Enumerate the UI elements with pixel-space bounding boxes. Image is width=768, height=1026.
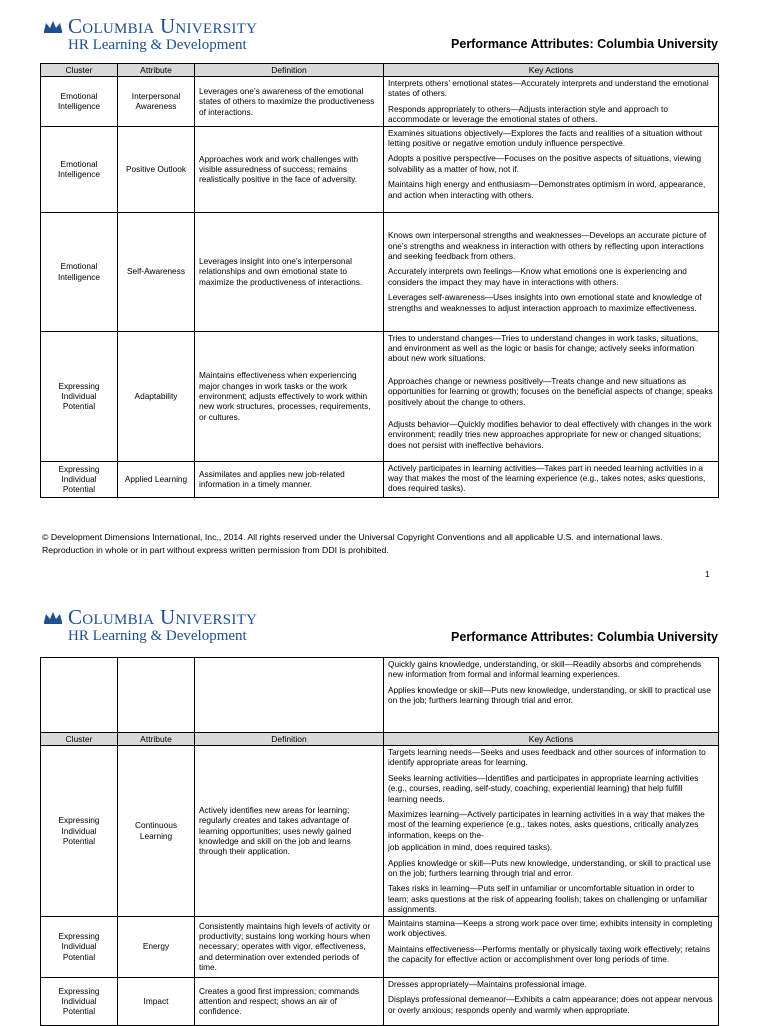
cluster-cell: Expressing Individual Potential — [41, 461, 118, 497]
columbia-logo — [43, 607, 257, 645]
table-row — [41, 746, 719, 917]
key-action: Examines situations objectively—Explores the facts and realities of a situation without letting positive or negative emotion unduly influence perspective. — [388, 127, 703, 149]
table-row — [41, 126, 719, 212]
key-action: Targets learning needs—Seeks and uses feedback and other sources of information to identify appropriate areas for learning. — [388, 747, 706, 768]
attribute-cell: Continuous Learning — [118, 746, 195, 917]
key-action: Applies knowledge or skill—Puts new knowledge, understanding, or skill to practical use on the job; furthers learning through trial and error. — [388, 857, 711, 879]
key-action: Dresses appropriately—Maintains professional image. — [388, 978, 587, 989]
key-action: Approaches change or newness positively—Treats change and new situations as opportunities for learning or growth; focuses on the beneficial aspects of change; speaks positively about the change to others. — [388, 375, 713, 407]
attribute-cell: Interpersonal Awareness — [118, 77, 195, 127]
key-action: Applies knowledge or skill—Puts new knowledge, understanding, or skill to practical use on the job; furthers learning through trial and error. — [388, 684, 711, 706]
cluster-cell: Expressing Individual Potential — [41, 746, 118, 917]
table-row — [41, 331, 719, 461]
key-action: Maximizes learning—Actively participates in learning activities in a way that makes the most of the learning experience (e.g., takes notes, asks questions, critically analyzes information, keeps on the- — [388, 809, 705, 840]
key-action: Accurately interprets own feelings—Know what emotions one is experiencing and considers the impact they may have in interactions with others. — [388, 266, 687, 287]
key-actions-cell — [384, 331, 719, 461]
header-attribute: Attribute — [118, 733, 195, 746]
key-action: Responds appropriately to others—Adjusts interaction style and approach to accommodate or leverage the emotional states of others. — [388, 103, 668, 125]
cluster-cell: Expressing Individual Potential — [41, 331, 118, 461]
definition-cell: Actively identifies new areas for learning; regularly creates and takes advantage of learning opportunities; uses newly gained knowledge and skill on the job and learns through their application. — [195, 746, 384, 917]
key-action: Knows own interpersonal strengths and weaknesses—Develops an accurate picture of one’s strengths and weakness in interaction with others by reflecting upon interactions and seeking feedback from others. — [388, 230, 707, 262]
key-actions-cell — [384, 746, 719, 917]
cluster-cell: Expressing Individual Potential — [41, 977, 118, 1025]
key-actions-cell — [384, 461, 719, 497]
key-actions-cell — [384, 126, 719, 212]
attribute-cell: Positive Outlook — [118, 126, 195, 212]
cluster-cell: Emotional Intelligence — [41, 212, 118, 331]
key-action: Takes risks in learning—Puts self in unfamiliar or uncomfortable situation in order to learn; asks questions at the risk of appearing foolish; takes on challenging or unfamiliar assignments. — [388, 883, 708, 915]
table-row — [41, 916, 719, 977]
crown-icon — [43, 19, 63, 33]
attribute-cell: Energy — [118, 916, 195, 977]
key-action: job application in mind, does required tasks). — [388, 842, 553, 853]
page-title: Performance Attributes: Columbia University — [451, 37, 718, 51]
attribute-cell: Self-Awareness — [118, 212, 195, 331]
header-key-actions: Key Actions — [384, 64, 719, 77]
key-actions-cell — [384, 916, 719, 977]
definition-cell: Consistently maintains high levels of activity or productivity; sustains long working hours when necessary; operates with vigor, effectiveness, and determination over extended periods of time. — [195, 916, 384, 977]
key-actions-cell — [384, 77, 719, 127]
header-cluster: Cluster — [41, 64, 118, 77]
department-name: HR Learning & Development — [68, 37, 247, 53]
key-action: Displays professional demeanor—Exhibits a calm appearance; does not appear nervous or overly anxious; responds openly and warmly when appropriate. — [388, 994, 713, 1015]
attribute-cell: Applied Learning — [118, 461, 195, 497]
key-actions-cell — [384, 977, 719, 1025]
header-cluster: Cluster — [41, 733, 118, 746]
attribute-cell: Adaptability — [118, 331, 195, 461]
header-definition: Definition — [195, 733, 384, 746]
definition-cell: Maintains effectiveness when experiencing major changes in work tasks or the work environment; adjusts effectively to work within new work structures, processes, requirements, or cultures. — [195, 331, 384, 461]
key-actions-cell — [384, 212, 719, 331]
key-action: Seeks learning activities—Identifies and participates in appropriate learning activities (e.g., courses, reading, self-study, coaching, experiential learning) that help fulfill learning needs. — [388, 772, 699, 804]
cluster-cell: Emotional Intelligence — [41, 126, 118, 212]
definition-cell: Leverages insight into one’s interpersonal relationships and own emotional state to maximize the productiveness of interactions. — [195, 212, 384, 331]
header-row — [41, 733, 719, 746]
definition-cell: Creates a good first impression; commands attention and respect; shows an air of confidence. — [195, 977, 384, 1025]
table-row — [41, 461, 719, 497]
table-row — [41, 212, 719, 331]
key-action: Maintains stamina—Keeps a strong work pace over time; exhibits intensity in completing work objectives. — [388, 917, 713, 939]
copyright-notice: © Development Dimensions International, Inc., 2014. All rights reserved under the Universal Copyright Conventions and all applicable U.S. and international laws. Reproduction in whole or in part without express written permission from DDI is prohibited. — [42, 532, 663, 555]
table-row — [41, 77, 719, 127]
key-action: Maintains high energy and enthusiasm—Demonstrates optimism in word, appearance, and action when interacting with others. — [388, 179, 706, 200]
table-row — [41, 977, 719, 1025]
key-action: Adjusts behavior—Quickly modifies behavior to deal effectively with changes in the work environment; readily tries new approaches appropriate for new or changed situations; does not persist with ineffective behaviors. — [388, 419, 712, 450]
header-key-actions: Key Actions — [384, 733, 719, 746]
attribute-cell — [118, 658, 195, 733]
attributes-table — [40, 63, 719, 498]
columbia-logo — [43, 16, 257, 54]
page-number: 1 — [705, 569, 710, 579]
header-attribute: Attribute — [118, 64, 195, 77]
continuation-row — [41, 658, 719, 733]
key-action: Adopts a positive perspective—Focuses on the positive aspects of situations, viewing solvability as a matter of how, not if. — [388, 153, 702, 174]
key-action: Actively participates in learning activities—Takes part in needed learning activities in a way that makes the most of the learning experience (e.g., takes notes, asks questions, does required tasks). — [388, 462, 706, 494]
key-action: Maintains effectiveness—Performs mentally or physically taxing work effectively; retains the capacity for effective action or accomplishment over long periods of time. — [388, 943, 711, 964]
university-name: Columbia University — [68, 14, 258, 38]
key-actions-cell — [384, 658, 719, 733]
cluster-cell — [41, 658, 118, 733]
header-definition: Definition — [195, 64, 384, 77]
key-action: Tries to understand changes—Tries to understand changes in work tasks, situations, and environment as well as the logic or basis for change; actively seeks information about new work situations. — [388, 332, 699, 364]
definition-cell: Assimilates and applies new job-related information in a timely manner. — [195, 461, 384, 497]
page-title: Performance Attributes: Columbia University — [451, 630, 718, 644]
attribute-cell: Impact — [118, 977, 195, 1025]
key-action: Interprets others’ emotional states—Accurately interprets and understand the emotional states of others. — [388, 78, 709, 99]
cluster-cell: Emotional Intelligence — [41, 77, 118, 127]
crown-icon — [43, 610, 63, 624]
university-name: Columbia University — [68, 605, 258, 629]
key-action: Quickly gains knowledge, understanding, or skill—Readily absorbs and comprehends new information from formal and informal learning experiences. — [388, 659, 702, 680]
cluster-cell: Expressing Individual Potential — [41, 916, 118, 977]
definition-cell: Leverages one’s awareness of the emotional states of others to maximize the productiveness of interactions. — [195, 77, 384, 127]
department-name: HR Learning & Development — [68, 628, 247, 644]
definition-cell: Approaches work and work challenges with visible assuredness of success; remains realistically positive in the face of adversity. — [195, 126, 384, 212]
attributes-table-continued — [40, 657, 719, 1026]
definition-cell — [195, 658, 384, 733]
key-action: Leverages self-awareness—Uses insights into own emotional state and knowledge of strengths and weaknesses to adjust interaction approach to maximize effectiveness. — [388, 292, 702, 313]
